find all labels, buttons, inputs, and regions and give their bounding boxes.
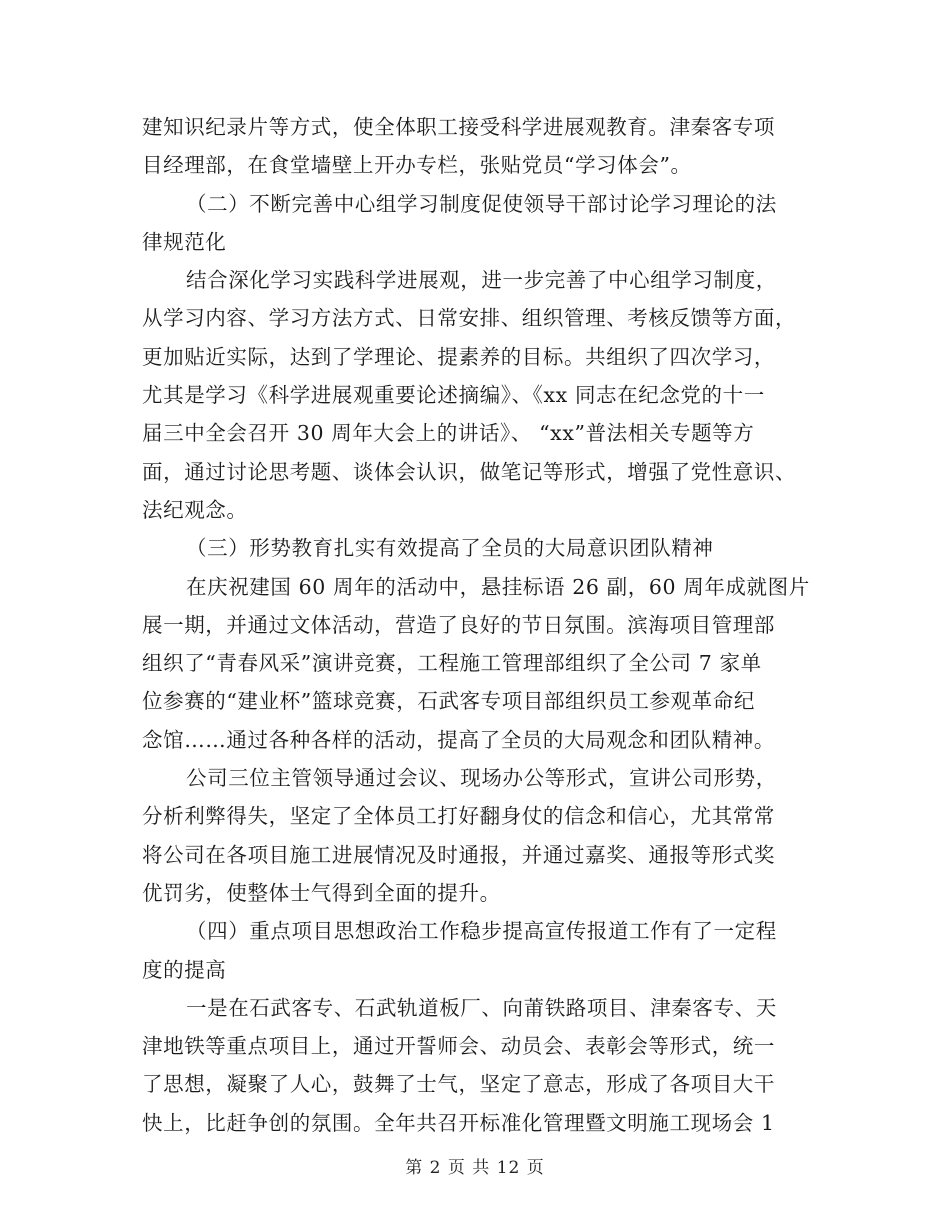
text-line: 度的提高 <box>142 957 227 982</box>
document-body <box>142 108 810 1142</box>
text-line: 目经理部，在食堂墙壁上开办专栏，张贴党员“学习体会”。 <box>142 153 692 178</box>
text-line: 分析利弊得失，坚定了全体员工打好翻身仗的信念和信心，尤其常常 <box>142 804 775 829</box>
text-line: 组织了“青春风采”演讲竞赛，工程施工管理部组织了全公司 7 家单 <box>142 651 762 676</box>
text-line: 在庆祝建国 60 周年的活动中，悬挂标语 26 副，60 周年成就图片 <box>186 574 810 599</box>
text-line: 一是在石武客专、石武轨道板厂、向莆铁路项目、津秦客专、天 <box>186 995 777 1020</box>
text-line: 了思想，凝聚了人心，鼓舞了士气，坚定了意志，形成了各项目大干 <box>142 1072 775 1097</box>
text-line: 结合深化学习实践科学进展观，进一步完善了中心组学习制度， <box>186 268 777 293</box>
text-line: 展一期，并通过文体活动，营造了良好的节日氛围。滨海项目管理部 <box>142 612 775 637</box>
text-line: （四）重点项目思想政治工作稳步提高宣传报道工作有了一定程 <box>186 919 777 944</box>
text-line: 位参赛的“建业杯”篮球竞赛，石武客专项目部组织员工参观革命纪 <box>142 689 755 714</box>
text-line: 律规范化 <box>142 229 227 254</box>
text-line: 面，通过讨论思考题、谈体会认识，做笔记等形式，增强了党性意识、 <box>142 459 797 484</box>
text-line: 届三中全会召开 30 周年大会上的讲话》、 “xx”普法相关专题等方 <box>142 421 755 446</box>
text-line: 念馆……通过各种各样的活动，提高了全员的大局观念和团队精神。 <box>142 727 775 752</box>
text-line: 法纪观念。 <box>142 497 248 522</box>
text-line: （二）不断完善中心组学习制度促使领导干部讨论学习理论的法 <box>186 191 777 216</box>
text-line: 快上，比赶争创的氛围。全年共召开标准化管理暨文明施工现场会 1 <box>142 1110 775 1135</box>
text-line: 将公司在各项目施工进展情况及时通报，并通过嘉奖、通报等形式奖 <box>142 842 775 867</box>
text-line: 尤其是学习《科学进展观重要论述摘编》、《xx 同志在纪念党的十一 <box>142 383 765 408</box>
page-number: 第 2 页 共 12 页 <box>405 1158 545 1178</box>
text-line: （三）形势教育扎实有效提高了全员的大局意识团队精神 <box>186 536 714 561</box>
text-line: 优罚劣，使整体士气得到全面的提升。 <box>142 880 501 905</box>
text-line: 从学习内容、学习方法方式、日常安排、组织管理、考核反馈等方面， <box>142 306 797 331</box>
text-line: 津地铁等重点项目上，通过开誓师会、动员会、表彰会等形式，统一 <box>142 1034 775 1059</box>
text-line: 更加贴近实际，达到了学理论、提素养的目标。共组织了四次学习， <box>142 344 775 369</box>
text-line: 建知识纪录片等方式，使全体职工接受科学进展观教育。津秦客专项 <box>142 115 775 139</box>
text-line: 公司三位主管领导通过会议、现场办公等形式，宣讲公司形势， <box>186 766 777 791</box>
